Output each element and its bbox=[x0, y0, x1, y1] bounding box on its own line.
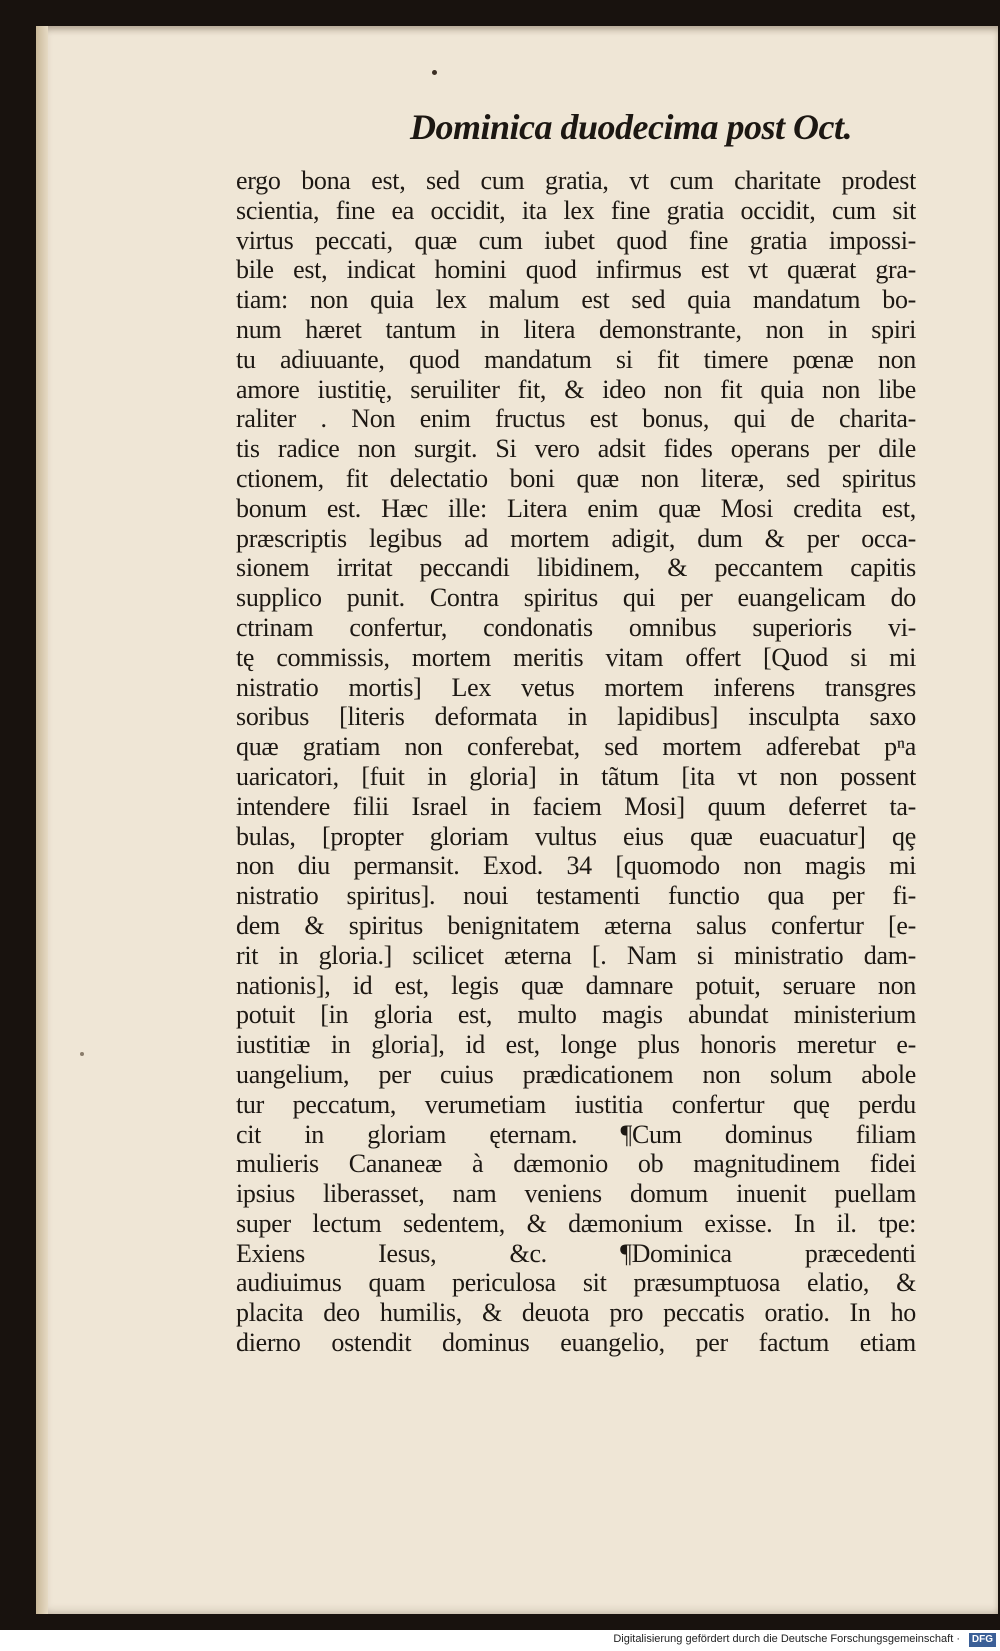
text-line: Exiens Iesus, &c. ¶Dominica præcedenti bbox=[236, 1238, 916, 1268]
text-line: num hæret tantum in litera demonstrante, non in spiri bbox=[236, 314, 916, 344]
text-line: præscriptis legibus ad mortem adigit, dum & per occa- bbox=[236, 523, 916, 553]
text-line: audiuimus quam periculosa sit præsumptuosa elatio, & bbox=[236, 1268, 916, 1298]
ink-speck bbox=[80, 1052, 84, 1056]
text-line: super lectum sedentem, & dæmonium exisse. In il. tpe: bbox=[236, 1208, 916, 1238]
text-line: ctrinam confertur, condonatis omnibus superioris vi- bbox=[236, 612, 916, 642]
ink-speck bbox=[432, 70, 437, 75]
text-line: ergo bona est, sed cum gratia, vt cum charitate prodest bbox=[236, 166, 916, 195]
text-line: bonum est. Hæc ille: Litera enim quæ Mosi credita est, bbox=[236, 493, 916, 523]
text-line: uangelium, per cuius prædicationem non solum abole bbox=[236, 1059, 916, 1089]
funding-note: Digitalisierung gefördert durch die Deutsche Forschungsgemeinschaft · bbox=[613, 1633, 960, 1645]
text-line: tur peccatum, verumetiam iustitia confertur quę perdu bbox=[236, 1089, 916, 1119]
page-gutter-edge bbox=[36, 26, 48, 1614]
text-line: iustitiæ in gloria], id est, longe plus honoris meretur e- bbox=[236, 1030, 916, 1060]
text-line: tis radice non surgit. Si vero adsit fides operans per dile bbox=[236, 434, 916, 464]
text-line: rit in gloria.] scilicet æterna [. Nam si ministratio dam- bbox=[236, 940, 916, 970]
text-line: tiam: non quia lex malum est sed quia mandatum bo- bbox=[236, 285, 916, 315]
text-line: ctionem, fit delectatio boni quæ non literæ, sed spiritus bbox=[236, 463, 916, 493]
text-line: intendere filii Israel in faciem Mosi] quum deferret ta- bbox=[236, 791, 916, 821]
text-line: cit in gloriam ęternam. ¶Cum dominus filiam bbox=[236, 1119, 916, 1149]
text-line: non diu permansit. Exod. 34 [quomodo non magis mi bbox=[236, 851, 916, 881]
text-line: soribus [literis deformata in lapidibus] insculpta saxo bbox=[236, 702, 916, 732]
text-line: ipsius liberasset, nam veniens domum inuenit puellam bbox=[236, 1179, 916, 1209]
text-line: quæ gratiam non conferebat, sed mortem adferebat pⁿa bbox=[236, 732, 916, 762]
text-line: mulieris Cananeæ à dæmonio ob magnitudinem fidei bbox=[236, 1149, 916, 1179]
text-line: potuit [in gloria est, multo magis abundat ministerium bbox=[236, 1000, 916, 1030]
text-line: nistratio mortis] Lex vetus mortem inferens transgres bbox=[236, 672, 916, 702]
running-head: Dominica duodecima post Oct. bbox=[410, 107, 852, 147]
text-line: raliter . Non enim fructus est bonus, qui de charita- bbox=[236, 404, 916, 434]
text-line: scientia, fine ea occidit, ita lex fine gratia occidit, cum sit bbox=[236, 195, 916, 225]
dfg-logo: DFG bbox=[969, 1633, 996, 1647]
text-line: nationis], id est, legis quæ damnare potuit, seruare non bbox=[236, 970, 916, 1000]
text-line: uaricatori, [fuit in gloria] in tãtum [ita vt non possent bbox=[236, 761, 916, 791]
text-line: dem & spiritus benignitatem æterna salus confertur [e- bbox=[236, 910, 916, 940]
text-line: tę commissis, mortem meritis vitam offert [Quod si mi bbox=[236, 642, 916, 672]
text-line: dierno ostendit dominus euangelio, per factum etiam bbox=[236, 1328, 916, 1358]
text-line: tu adiuuante, quod mandatum si fit timere pœnæ non bbox=[236, 344, 916, 374]
text-line: sionem irritat peccandi libidinem, & peccantem capitis bbox=[236, 553, 916, 583]
text-line: bile est, indicat homini quod infirmus est vt quærat gra- bbox=[236, 255, 916, 285]
text-line: placita deo humilis, & deuota pro peccatis oratio. In ho bbox=[236, 1298, 916, 1328]
text-line: nistratio spiritus]. noui testamenti functio qua per fi- bbox=[236, 881, 916, 911]
body-text bbox=[236, 166, 916, 1358]
text-line: bulas, [propter gloriam vultus eius quæ euacuatur] qȩ bbox=[236, 821, 916, 851]
text-line: supplico punit. Contra spiritus qui per euangelicam do bbox=[236, 583, 916, 613]
text-line: virtus peccati, quæ cum iubet quod fine gratia impossi- bbox=[236, 225, 916, 255]
text-line: amore iustitię, seruiliter fit, & ideo non fit quia non libe bbox=[236, 374, 916, 404]
